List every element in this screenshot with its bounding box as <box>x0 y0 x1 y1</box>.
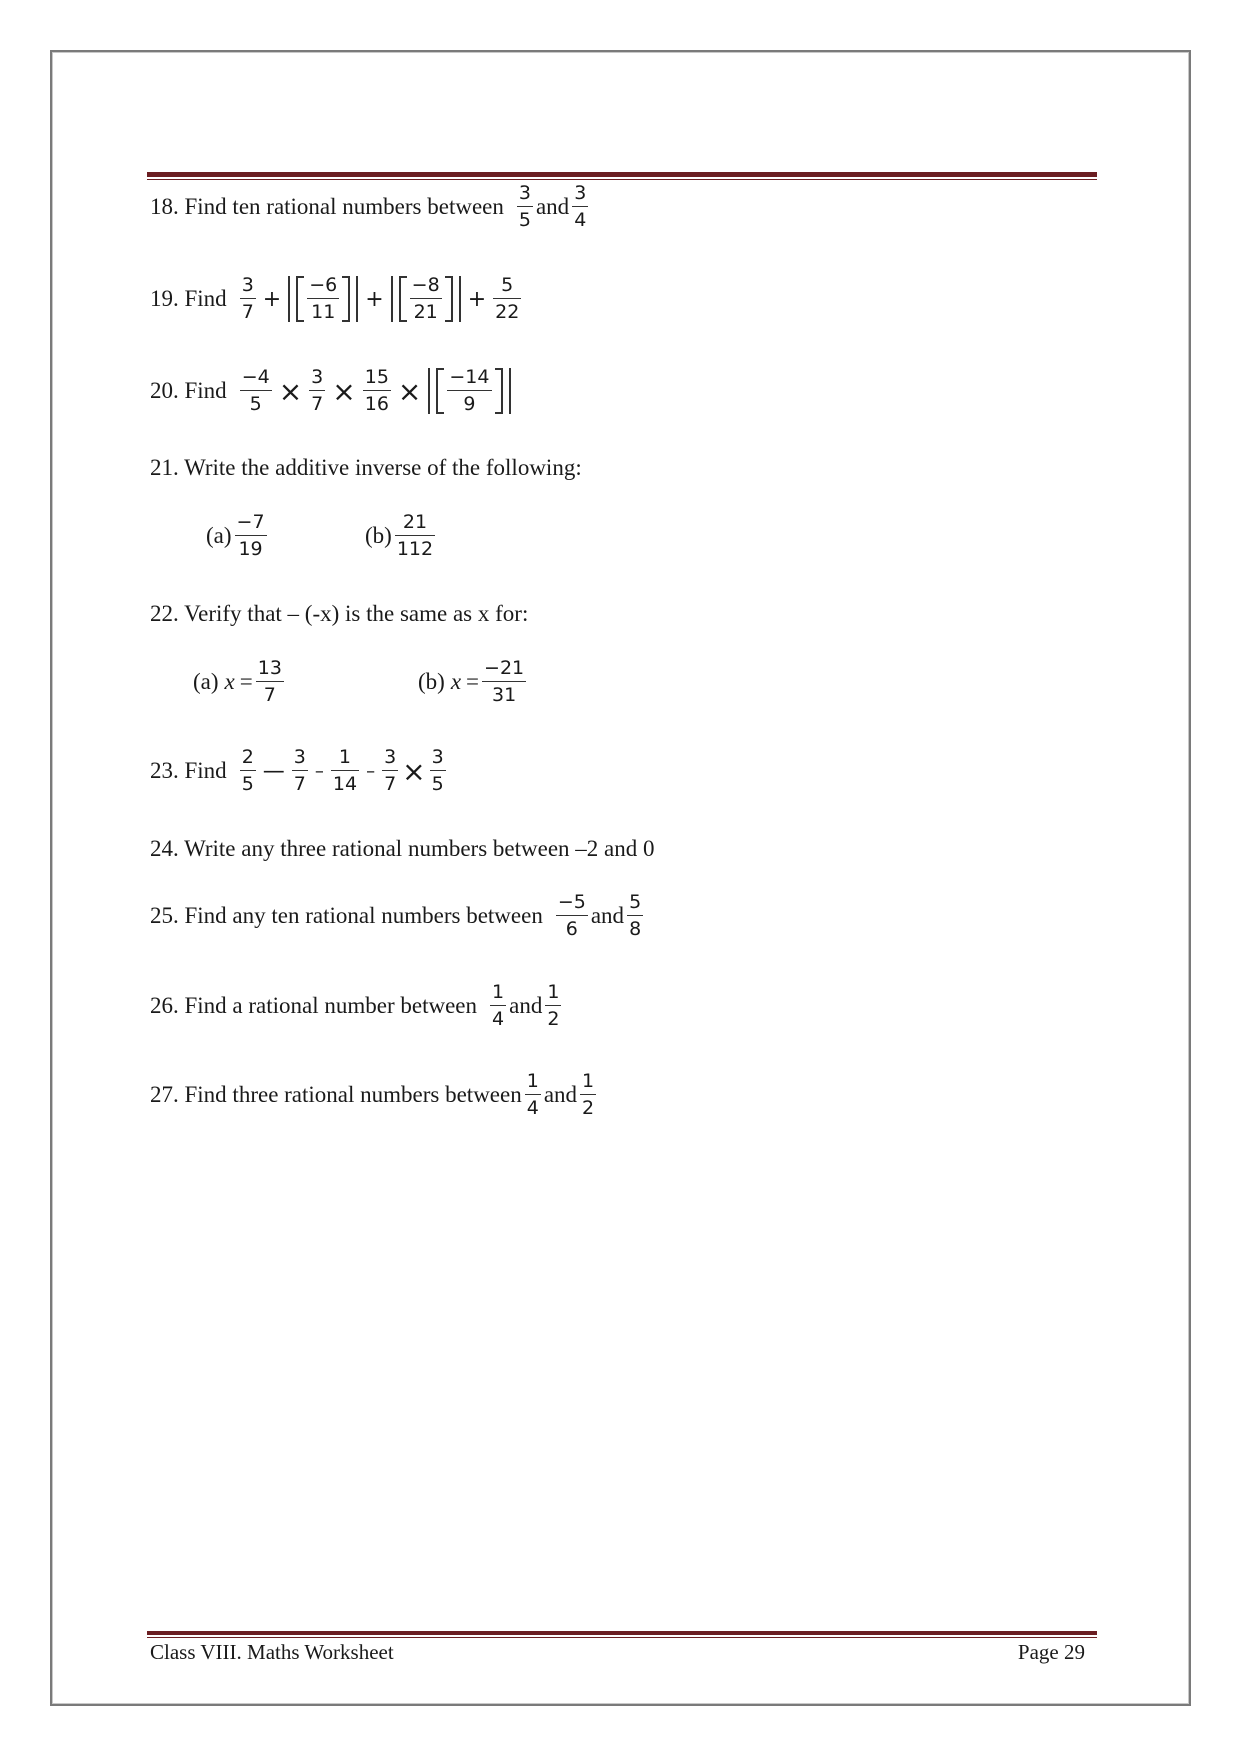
times-sign: × <box>278 374 303 408</box>
fraction: $\frac{13}{7}$ <box>257 657 282 706</box>
part-label: (a) <box>193 669 219 694</box>
bracketed-fraction: $\frac{-8}{21}$ <box>391 274 461 324</box>
question-24-text: 24. Write any three rational numbers between –2 and 0 <box>150 836 655 861</box>
times-sign: × <box>402 754 426 788</box>
question-21-part-a <box>206 513 270 559</box>
fraction: $\frac{15}{16}$ <box>364 366 389 415</box>
and-text: and <box>509 993 543 1018</box>
part-label: (b) <box>365 523 392 548</box>
fraction: $\frac{21}{112}$ <box>396 511 434 560</box>
footer-rule <box>147 1631 1097 1638</box>
fraction: $\frac{-21}{31}$ <box>484 657 525 706</box>
minus-sign: – <box>314 760 324 782</box>
and-text: and <box>590 903 625 928</box>
plus-sign: + <box>365 286 384 312</box>
question-22-part-a <box>193 659 287 705</box>
part-label: (b) <box>418 669 445 694</box>
fraction: $\frac{1}{4}$ <box>526 1070 539 1119</box>
fraction: $\frac{3}{4}$ <box>574 182 587 231</box>
plus-sign: + <box>262 286 282 312</box>
question-20-text: 20. Find <box>150 378 227 403</box>
question-19-text: 19. Find <box>150 286 227 311</box>
bracketed-fraction: $\frac{-14}{9}$ <box>428 366 510 416</box>
header-rule <box>147 172 1097 180</box>
and-text: and <box>543 1082 578 1107</box>
fraction: $\frac{3}{7}$ <box>293 746 306 795</box>
fraction: $\frac{5}{22}$ <box>495 274 520 323</box>
question-20 <box>150 366 514 416</box>
question-25 <box>150 893 646 939</box>
question-24 <box>150 836 654 862</box>
fraction: $\frac{3}{5}$ <box>518 182 531 231</box>
variable-x: x <box>450 669 462 694</box>
question-27-text: 27. Find three rational numbers between <box>150 1082 522 1107</box>
fraction: $\frac{3}{5}$ <box>431 746 444 795</box>
question-18-text: 18. Find ten rational numbers between <box>150 194 504 219</box>
fraction: $\frac{-4}{5}$ <box>241 366 270 415</box>
fraction: $\frac{1}{2}$ <box>582 1070 595 1119</box>
variable-x: x <box>224 669 235 694</box>
bracketed-fraction: $\frac{-6}{11}$ <box>288 274 358 324</box>
question-23-text: 23. Find <box>150 758 227 783</box>
fraction: $\frac{1}{4}$ <box>492 981 505 1030</box>
fraction: $\frac{2}{5}$ <box>241 746 254 795</box>
equals-sign: = <box>466 669 480 694</box>
question-21-text: 21. Write the additive inverse of the following: <box>150 455 582 480</box>
fraction: $\frac{1}{14}$ <box>332 746 358 795</box>
fraction: $\frac{3}{7}$ <box>311 366 324 415</box>
part-label: (a) <box>206 523 232 548</box>
question-22-part-b <box>418 659 529 705</box>
question-21-part-b <box>365 513 438 559</box>
question-23 <box>150 748 449 794</box>
question-21 <box>150 455 582 481</box>
equals-sign: = <box>239 669 253 694</box>
times-sign: × <box>397 374 422 408</box>
fraction: $\frac{1}{2}$ <box>547 981 560 1030</box>
page-number: Page 29 <box>1017 1640 1085 1664</box>
question-26-text: 26. Find a rational number between <box>150 993 478 1018</box>
minus-sign: — <box>262 758 285 784</box>
fraction: $\frac{5}{8}$ <box>629 891 642 940</box>
question-26 <box>150 983 564 1029</box>
question-19 <box>150 274 524 324</box>
question-22-text: 22. Verify that – (-x) is the same as x for: <box>150 601 529 626</box>
question-25-text: 25. Find any ten rational numbers between <box>150 903 543 928</box>
plus-sign: + <box>467 286 487 312</box>
minus-sign: – <box>366 760 376 782</box>
and-text: and <box>535 194 570 219</box>
footer-title: Class VIII. Maths Worksheet <box>150 1640 394 1664</box>
fraction: $\frac{-5}{6}$ <box>557 891 586 940</box>
fraction: $\frac{3}{7}$ <box>384 746 397 795</box>
question-27 <box>150 1072 599 1118</box>
fraction: $\frac{3}{7}$ <box>241 274 254 323</box>
times-sign: × <box>332 374 356 408</box>
question-22 <box>150 601 528 627</box>
question-18 <box>150 184 591 230</box>
fraction: $\frac{-7}{19}$ <box>236 511 265 560</box>
